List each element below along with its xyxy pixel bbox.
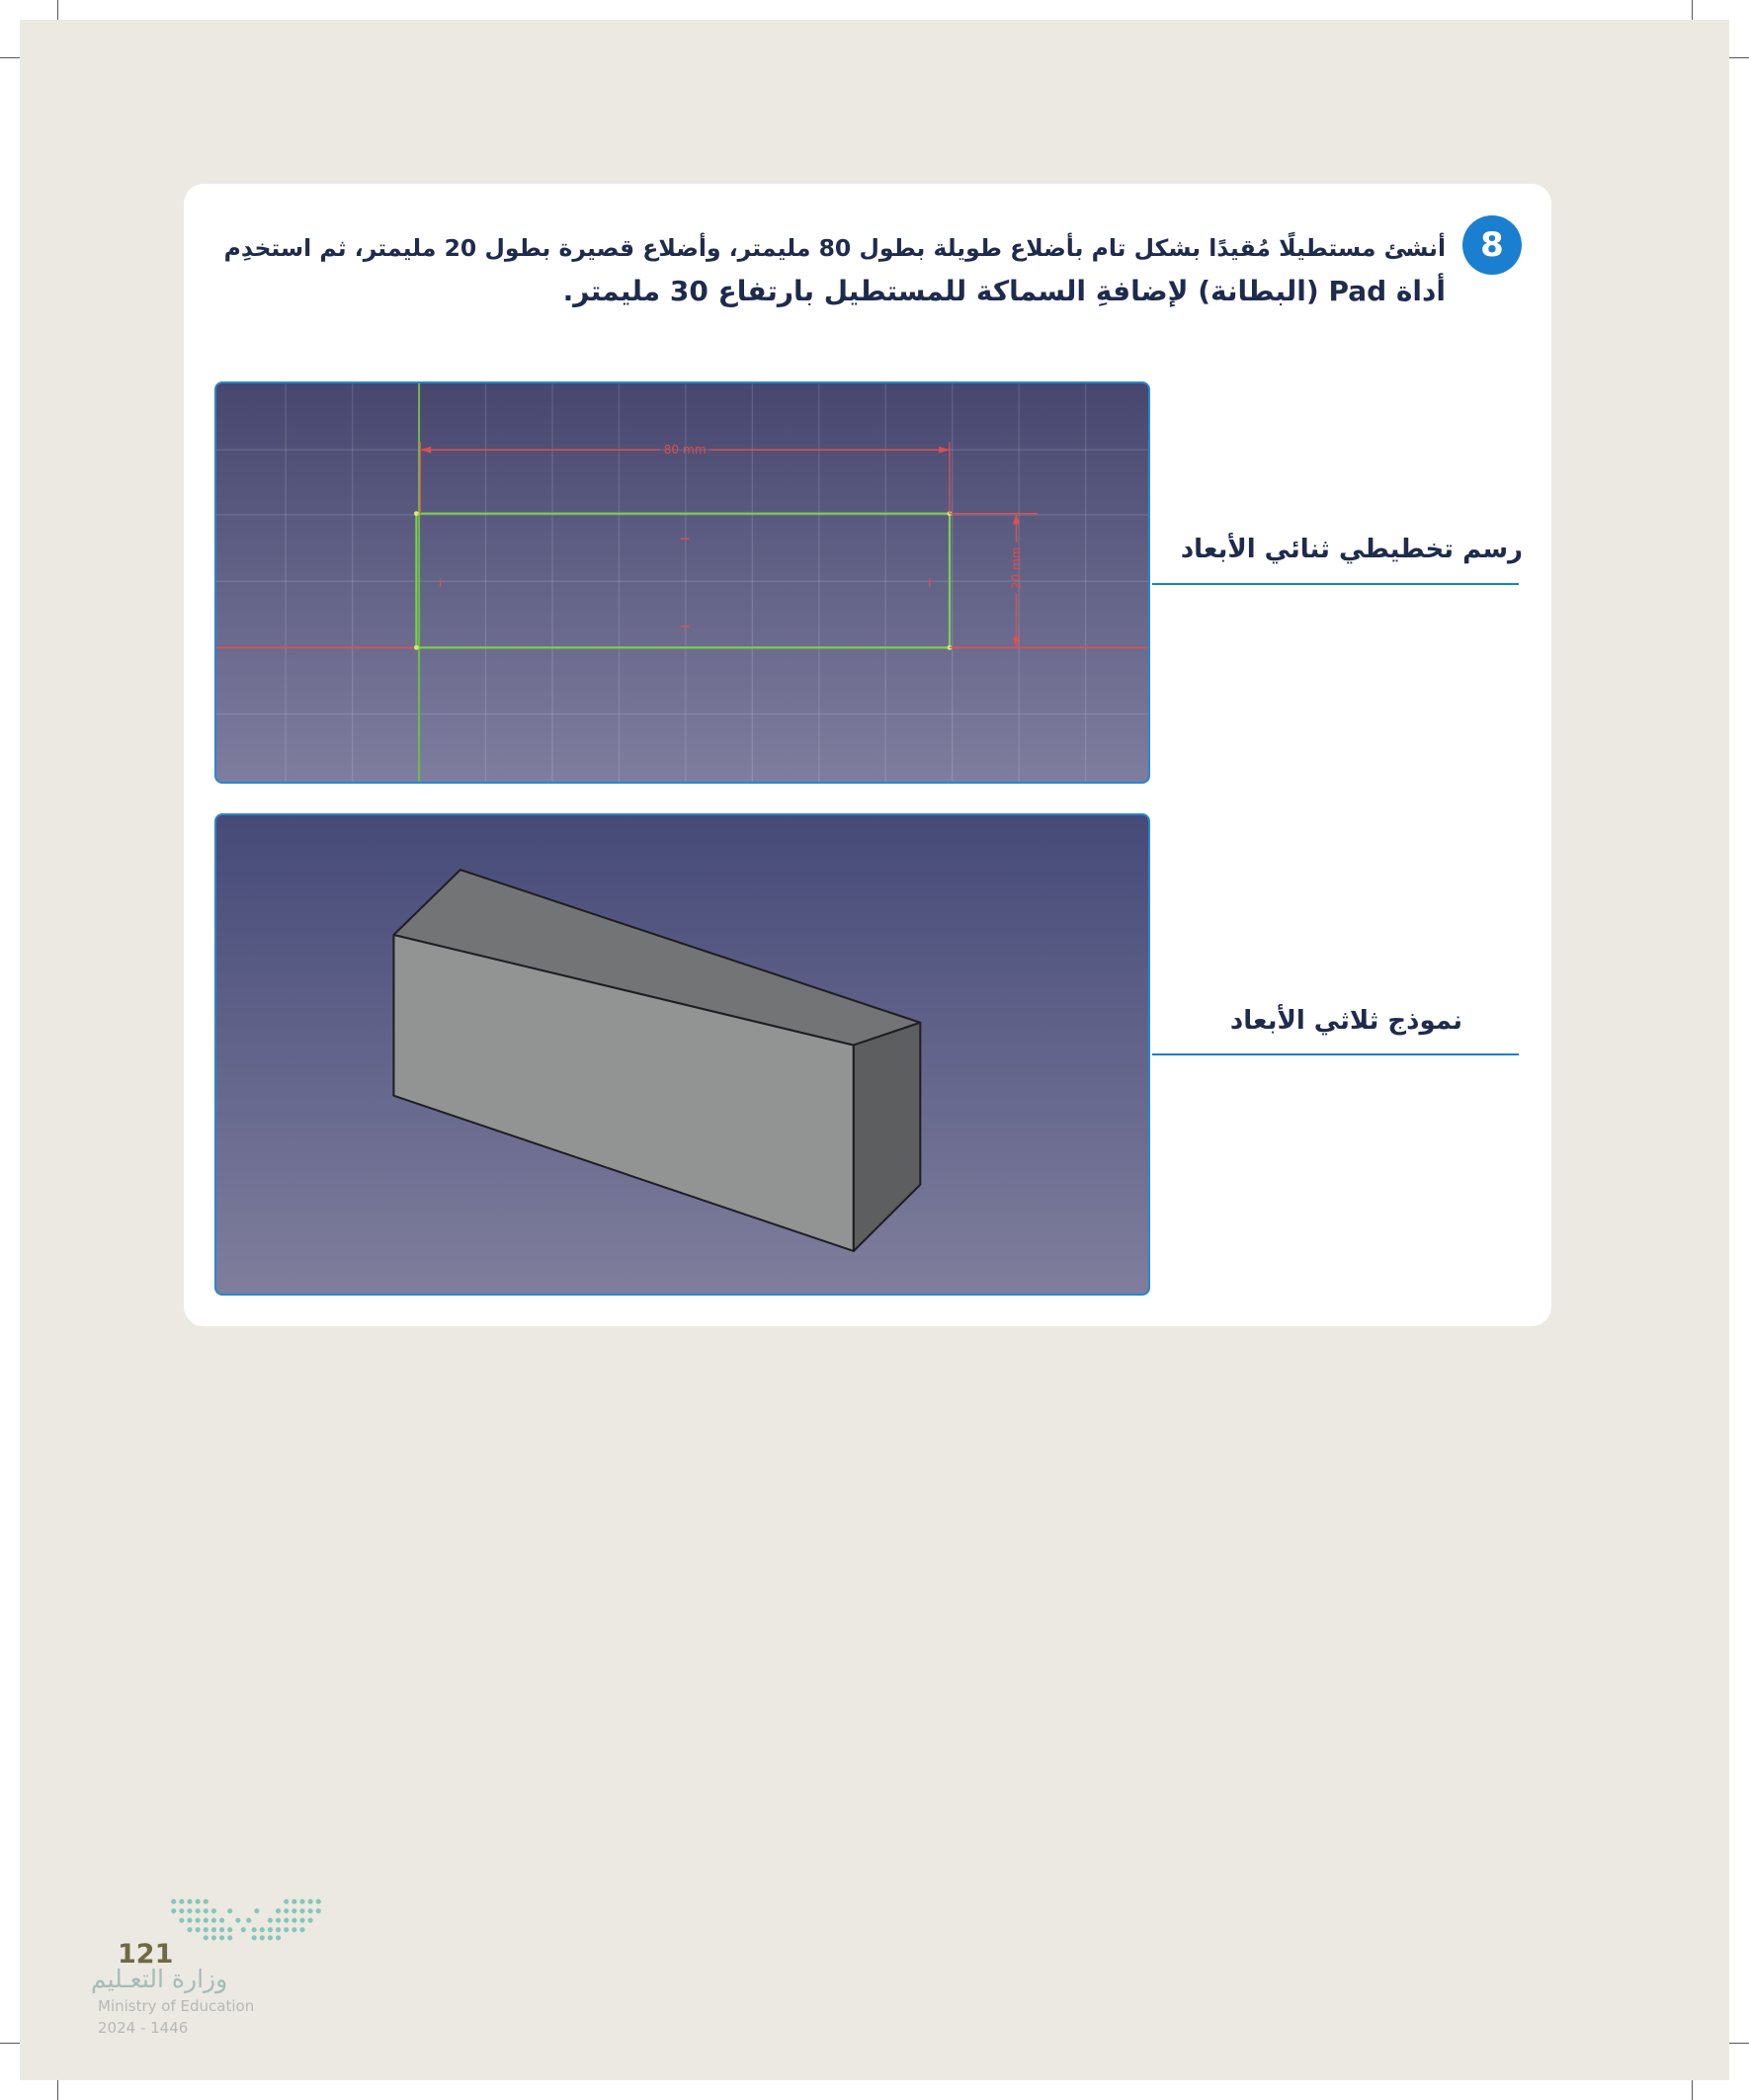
logo-dot [268, 1927, 273, 1932]
sketch-2d-image [214, 381, 1150, 784]
logo-dot [204, 1908, 208, 1913]
height-dimension-label: 20 mm [1009, 546, 1024, 590]
logo-dot [292, 1899, 296, 1904]
logo-dot [299, 1918, 304, 1923]
ministry-name-english: Ministry of Education [98, 1997, 255, 2015]
logo-dot [260, 1935, 265, 1940]
instruction-line-2: أداة Pad (البطانة) لإضافةِ السماكة للمستطيل بارتفاع 30 مليمتر. [562, 275, 1446, 307]
model-3d-canvas [216, 815, 1148, 1294]
logo-dot [299, 1899, 304, 1904]
logo-dot [252, 1927, 257, 1932]
logo-dot [211, 1908, 216, 1913]
logo-dot [227, 1908, 232, 1913]
logo-dot [246, 1918, 251, 1923]
logo-dot [268, 1918, 273, 1923]
logo-dot [252, 1935, 257, 1940]
ministry-name-arabic: وزارة التعـليم [91, 1965, 228, 1993]
logo-dot [196, 1927, 201, 1932]
logo-dot [254, 1908, 259, 1913]
logo-dot [227, 1935, 232, 1940]
sketch-2d-caption: رسم تخطيطي ثنائي الأبعاد [1180, 535, 1523, 564]
logo-dot [196, 1908, 201, 1913]
logo-dot [219, 1935, 224, 1940]
logo-dot [308, 1908, 313, 1913]
logo-dot [284, 1908, 289, 1913]
sketch-2d-caption-rule [1152, 583, 1519, 585]
logo-dot [204, 1927, 208, 1932]
logo-dot [276, 1935, 281, 1940]
logo-dot [204, 1935, 208, 1940]
logo-dot [171, 1908, 176, 1913]
logo-dot [219, 1918, 224, 1923]
sketch-2d-canvas [216, 383, 1148, 782]
logo-dot [308, 1918, 313, 1923]
model-3d-caption: نموذج ثلاثي الأبعاد [1229, 1006, 1462, 1036]
logo-dot [308, 1899, 313, 1904]
logo-dot [179, 1899, 184, 1904]
logo-dot [292, 1927, 296, 1932]
logo-dot [276, 1918, 281, 1923]
instruction-line-1: أنشئ مستطيلًا مُقيدًا بشكل تام بأضلاع طويلة بطول 80 مليمتر، وأضلاع قصيرة بطول 20 مليمتر، ثم استخدِم [223, 234, 1446, 262]
logo-dot [211, 1927, 216, 1932]
logo-dot [187, 1918, 192, 1923]
logo-dot [268, 1935, 273, 1940]
logo-dot [227, 1927, 232, 1932]
edition-year: 2024 - 1446 [98, 2019, 189, 2037]
logo-dot [179, 1908, 184, 1913]
logo-dot [187, 1899, 192, 1904]
page-number: 121 [118, 1939, 174, 1970]
logo-dot [260, 1927, 265, 1932]
logo-dot [284, 1927, 289, 1932]
logo-dot [276, 1927, 281, 1932]
ministry-logo-icon [171, 1897, 321, 1942]
logo-dot [211, 1935, 216, 1940]
logo-dot [299, 1908, 304, 1913]
logo-dot [196, 1899, 201, 1904]
logo-dot [235, 1918, 240, 1923]
model-3d-caption-rule [1152, 1053, 1519, 1055]
logo-dot [299, 1927, 304, 1932]
logo-dot [179, 1918, 184, 1923]
logo-dot [171, 1899, 176, 1904]
logo-dot [292, 1908, 296, 1913]
logo-dot [284, 1918, 289, 1923]
model-3d-image [214, 813, 1150, 1296]
logo-dot [316, 1908, 321, 1913]
logo-dot [187, 1927, 192, 1932]
logo-dot [316, 1899, 321, 1904]
logo-dot [292, 1918, 296, 1923]
logo-dot [187, 1908, 192, 1913]
width-dimension-label: 80 mm [663, 443, 707, 458]
logo-dot [284, 1899, 289, 1904]
logo-dot [196, 1918, 201, 1923]
logo-dot [204, 1918, 208, 1923]
step-number-badge: 8 [1462, 215, 1522, 275]
logo-dot [241, 1927, 246, 1932]
logo-dot [219, 1927, 224, 1932]
logo-dot [204, 1899, 208, 1904]
logo-dot [211, 1918, 216, 1923]
logo-dot [276, 1908, 281, 1913]
